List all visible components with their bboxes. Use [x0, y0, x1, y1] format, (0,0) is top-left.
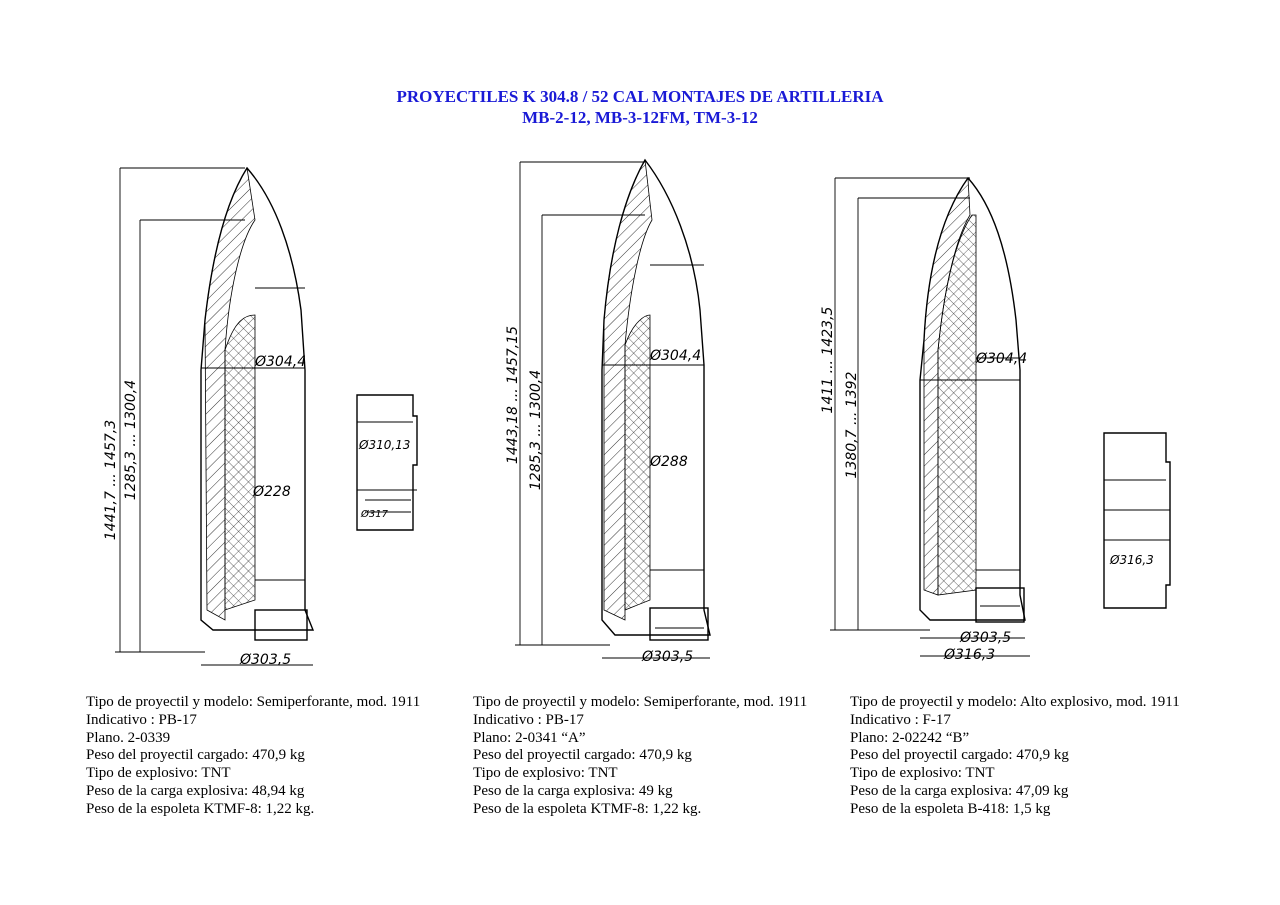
- caption-line: Tipo de explosivo: TNT: [850, 765, 995, 782]
- caption-line: Peso del proyectil cargado: 470,9 kg: [473, 747, 692, 764]
- dim-cavity-diameter: Ø228: [253, 484, 291, 500]
- dim-base-diameter: Ø303,5: [240, 652, 292, 668]
- dim-body-length: 1285,3 ... 1300,4: [123, 379, 139, 501]
- caption-block-3: [850, 694, 1180, 819]
- caption-line: Tipo de proyectil y modelo: Semiperforante, mod. 1911: [86, 694, 421, 710]
- title-line-1: PROYECTILES K 304.8 / 52 CAL MONTAJES DE ARTILLERIA: [396, 87, 884, 106]
- caption-line: Tipo de proyectil y modelo: Semiperforante, mod. 1911: [473, 694, 808, 710]
- dim-base-diameter: Ø303,5: [960, 630, 1012, 646]
- dim-overall-length: 1411 ... 1423,5: [820, 306, 836, 414]
- caption-block-2: [473, 694, 807, 819]
- dim-cavity-diameter: Ø288: [650, 454, 688, 470]
- page-title: [0, 86, 1280, 128]
- caption-line: Peso de la espoleta KTMF-8: 1,22 kg.: [473, 800, 702, 817]
- dim-body-length: 1380,7 ... 1392: [844, 371, 860, 479]
- caption-line: Peso de la carga explosiva: 47,09 kg: [850, 782, 1069, 799]
- dim-overall-length: 1441,7 ... 1457,3: [103, 419, 119, 541]
- caption-line: Indicativo : F-17: [850, 711, 951, 728]
- dim-body-length: 1285,3 ... 1300,4: [528, 369, 544, 491]
- dim-bourrelet-diameter: Ø304,4: [255, 354, 307, 370]
- caption-line: Peso de la espoleta B-418: 1,5 kg: [850, 800, 1051, 817]
- projectile-drawing-2: [500, 140, 760, 685]
- caption-block-1: [86, 694, 420, 819]
- dim-bourrelet-diameter: Ø304,4: [650, 348, 702, 364]
- caption-line: Peso de la espoleta KTMF-8: 1,22 kg.: [86, 800, 315, 817]
- dim-band-inner-diameter: Ø317: [361, 509, 388, 520]
- dim-overall-length: 1443,18 ... 1457,15: [505, 325, 521, 465]
- dim-bourrelet-diameter: Ø304,4: [976, 351, 1028, 367]
- caption-line: Plano: 2-02242 “B”: [850, 729, 970, 746]
- caption-line: Peso del proyectil cargado: 470,9 kg: [86, 747, 305, 764]
- caption-line: Peso de la carga explosiva: 49 kg: [473, 782, 673, 799]
- dim-band-detail-diameter: Ø316,3: [1110, 553, 1154, 567]
- caption-line: Tipo de explosivo: TNT: [473, 765, 618, 782]
- dim-band-outer-diameter: Ø316,3: [944, 647, 996, 663]
- dim-base-diameter: Ø303,5: [642, 649, 694, 665]
- caption-line: Tipo de explosivo: TNT: [86, 765, 231, 782]
- dim-band-outer-diameter: Ø310,13: [359, 438, 411, 452]
- projectile-drawing-1: [95, 140, 435, 685]
- caption-line: Plano: 2-0341 “A”: [473, 729, 586, 746]
- caption-line: Tipo de proyectil y modelo: Alto explosivo, mod. 1911: [850, 694, 1180, 710]
- caption-line: Indicativo : PB-17: [473, 711, 584, 728]
- caption-line: Peso del proyectil cargado: 470,9 kg: [850, 747, 1069, 764]
- title-line-2: MB-2-12, MB-3-12FM, TM-3-12: [522, 108, 758, 127]
- caption-line: Indicativo : PB-17: [86, 711, 197, 728]
- projectile-drawing-3: [820, 140, 1180, 685]
- caption-line: Peso de la carga explosiva: 48,94 kg: [86, 782, 305, 799]
- caption-line: Plano. 2-0339: [86, 729, 171, 746]
